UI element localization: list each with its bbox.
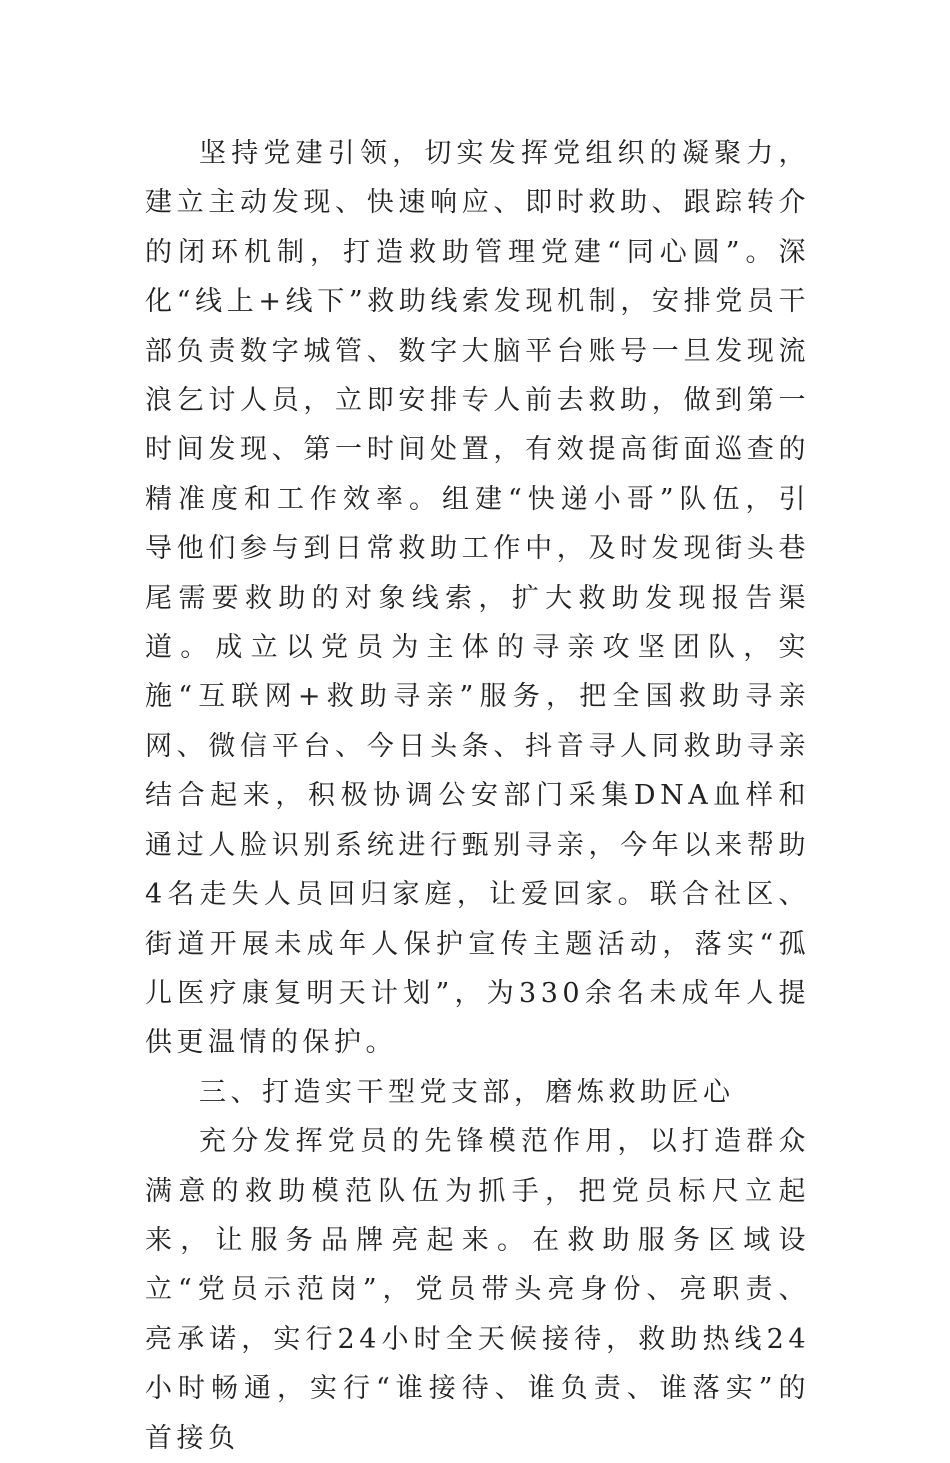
- paragraph-party-member-role: 充分发挥党员的先锋模范作用，以打造群众满意的救助模范队伍为抓手，把党员标尺立起来，让服务品牌亮起来。在救助服务区域设立“党员示范岗”，党员带头亮身份、亮职责、亮承诺，实行24小时全天候接待，救助热线24小时畅通，实行“谁接待、谁负责、谁落实”的首接负: [145, 1126, 810, 1454]
- document-body: [145, 129, 810, 1463]
- paragraph-party-building-rescue: 坚持党建引领，切实发挥党组织的凝聚力，建立主动发现、快速响应、即时救助、跟踪转介的闭环机制，打造救助管理党建“同心圆”。深化“线上+线下”救助线索发现机制，安排党员干部负责数字城管、数字大脑平台账号一旦发现流浪乞讨人员，立即安排专人前去救助，做到第一时间发现、第一时间处置，有效提高街面巡查的精准度和工作效率。组建“快递小哥”队伍，引导他们参与到日常救助工作中，及时发现街头巷尾需要救助的对象线索，扩大救助发现报告渠道。成立以党员为主体的寻亲攻坚团队，实施“互联网+救助寻亲”服务，把全国救助寻亲网、微信平台、今日头条、抖音寻人同救助寻亲结合起来，积极协调公安部门采集DNA血样和通过人脸识别系统进行甄别寻亲，今年以来帮助4名走失人员回归家庭，让爱回家。联合社区、街道开展未成年人保护宣传主题活动，落实“孤儿医疗康复明天计划”，为330余名未成年人提供更温情的保护。: [145, 138, 810, 1059]
- section-heading-three: 三、打造实干型党支部，磨炼救助匠心: [199, 1076, 735, 1108]
